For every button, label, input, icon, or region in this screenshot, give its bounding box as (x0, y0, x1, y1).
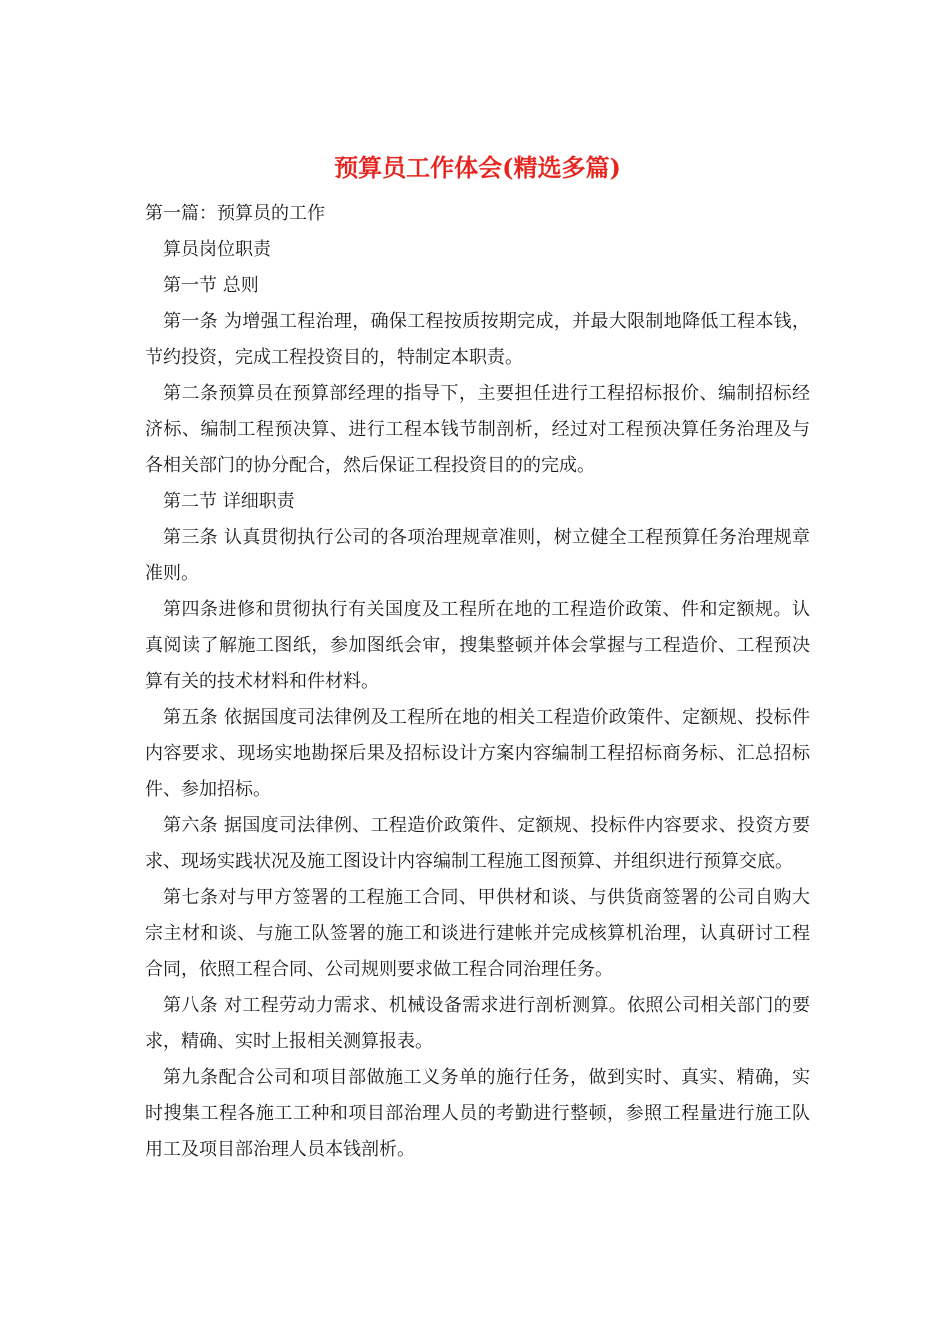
document-body (145, 196, 810, 1168)
paragraph: 第一条 为增强工程治理，确保工程按质按期完成，并最大限制地降低工程本钱，节约投资，完成工程投资目的，特制定本职责。 (145, 311, 810, 368)
paragraph: 第六条 据国度司法律例、工程造价政策件、定额规、投标件内容要求、投资方要求、现场实践状况及施工图设计内容编制工程施工图预算、并组织进行预算交底。 (145, 815, 810, 872)
document-page (145, 150, 810, 1168)
paragraph: 第一篇：预算员的工作 (145, 203, 325, 224)
paragraph: 第二节 详细职责 (163, 491, 295, 512)
paragraph: 第三条 认真贯彻执行公司的各项治理规章准则，树立健全工程预算任务治理规章准则。 (145, 527, 810, 584)
paragraph: 第二条预算员在预算部经理的指导下，主要担任进行工程招标报价、编制招标经济标、编制工程预决算、进行工程本钱节制剖析，经过对工程预决算任务治理及与各相关部门的协分配合，然后保证工程投资目的的完成。 (145, 383, 810, 476)
document-title: 预算员工作体会(精选多篇) (334, 153, 621, 182)
paragraph: 第四条进修和贯彻执行有关国度及工程所在地的工程造价政策、件和定额规。认真阅读了解施工图纸，参加图纸会审，搜集整顿并体会掌握与工程造价、工程预决算有关的技术材料和件材料。 (145, 599, 810, 692)
paragraph: 第一节 总则 (163, 275, 259, 296)
paragraph: 第五条 依据国度司法律例及工程所在地的相关工程造价政策件、定额规、投标件内容要求、现场实地勘探后果及招标设计方案内容编制工程招标商务标、汇总招标件、参加招标。 (145, 707, 810, 800)
paragraph: 第七条对与甲方签署的工程施工合同、甲供材和谈、与供货商签署的公司自购大宗主材和谈、与施工队签署的施工和谈进行建帐并完成核算机治理，认真研讨工程合同，依照工程合同、公司规则要求做工程合同治理任务。 (145, 887, 810, 980)
paragraph: 算员岗位职责 (163, 239, 271, 260)
paragraph: 第八条 对工程劳动力需求、机械设备需求进行剖析测算。依照公司相关部门的要求，精确、实时上报相关测算报表。 (145, 995, 810, 1052)
paragraph: 第九条配合公司和项目部做施工义务单的施行任务，做到实时、真实、精确，实时搜集工程各施工工种和项目部治理人员的考勤进行整顿，参照工程量进行施工队用工及项目部治理人员本钱剖析。 (145, 1067, 810, 1160)
